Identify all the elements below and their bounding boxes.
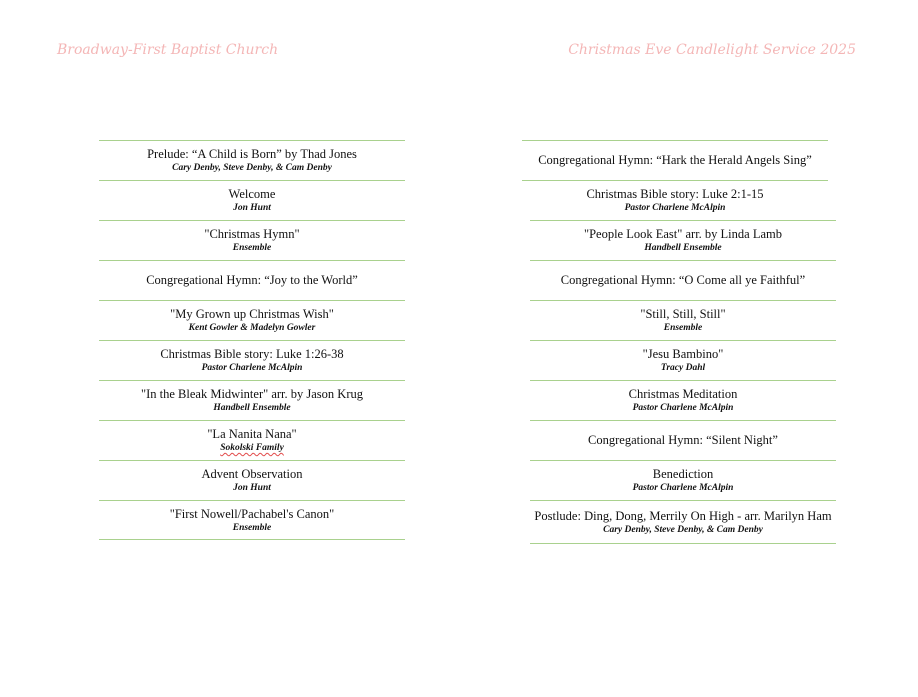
item-title: Congregational Hymn: “Hark the Herald Angels Sing” [538, 153, 812, 167]
program-item [99, 180, 405, 220]
item-title: Congregational Hymn: “Joy to the World” [146, 273, 358, 287]
program-item [99, 380, 405, 420]
program-item [530, 220, 836, 260]
item-title: "Jesu Bambino" [642, 347, 724, 361]
program-item [522, 180, 828, 220]
program-item [530, 420, 836, 460]
item-title: Congregational Hymn: “Silent Night” [588, 433, 778, 447]
item-title: Advent Observation [201, 467, 303, 481]
item-title: "First Nowell/Pachabel's Canon" [169, 506, 335, 521]
program-item [99, 500, 405, 540]
item-performer: Ensemble [663, 323, 703, 333]
program-item [530, 500, 836, 544]
program-item [530, 340, 836, 380]
item-title: "My Grown up Christmas Wish" [170, 307, 334, 321]
program-item [99, 460, 405, 500]
item-performer: Ensemble [232, 522, 272, 533]
item-performer: Handbell Ensemble [213, 403, 291, 413]
item-title: "La Nanita Nana" [207, 427, 297, 441]
program-item [522, 140, 828, 180]
program-item [530, 300, 836, 340]
program-item [99, 220, 405, 260]
item-performer: Cary Denby, Steve Denby, & Cam Denby [172, 163, 332, 173]
program-column-left [99, 140, 405, 540]
header-service-title: Christmas Eve Candlelight Service 2025 [568, 42, 856, 58]
item-title: "People Look East" arr. by Linda Lamb [583, 227, 782, 241]
program-item [99, 340, 405, 380]
item-performer: Cary Denby, Steve Denby, & Cam Denby [603, 524, 763, 535]
item-performer: Pastor Charlene McAlpin [624, 203, 726, 213]
item-performer: Handbell Ensemble [644, 243, 722, 253]
program-column-right [522, 140, 836, 544]
program-item [99, 420, 405, 460]
item-title: "Christmas Hymn" [204, 227, 300, 241]
program-item [530, 380, 836, 420]
program-item [530, 260, 836, 300]
item-performer: Jon Hunt [233, 203, 271, 213]
item-title: Christmas Meditation [628, 387, 738, 401]
item-title: Welcome [228, 187, 276, 201]
item-title: "In the Bleak Midwinter" arr. by Jason Krug [141, 387, 363, 401]
item-performer: Pastor Charlene McAlpin [632, 403, 734, 413]
item-performer: Pastor Charlene McAlpin [632, 483, 734, 493]
program-item [99, 260, 405, 300]
item-title: Christmas Bible story: Luke 2:1-15 [586, 187, 764, 201]
program-item [99, 140, 405, 180]
item-performer: Jon Hunt [233, 483, 271, 493]
item-performer: Ensemble [232, 243, 272, 253]
item-title: Benediction [652, 467, 714, 481]
item-performer: Tracy Dahl [660, 363, 706, 373]
header-church-name: Broadway-First Baptist Church [57, 42, 279, 58]
item-performer: Pastor Charlene McAlpin [201, 363, 303, 373]
item-title: "Still, Still, Still" [640, 307, 726, 321]
item-title: Christmas Bible story: Luke 1:26-38 [160, 347, 344, 361]
program-item [530, 460, 836, 500]
item-title: Postlude: Ding, Dong, Merrily On High - arr. Marilyn Ham [534, 508, 832, 523]
item-title: Prelude: “A Child is Born” by Thad Jones [147, 147, 357, 161]
program-item [99, 300, 405, 340]
item-performer: Kent Gowler & Madelyn Gowler [188, 323, 316, 333]
item-title: Congregational Hymn: “O Come all ye Faithful” [560, 273, 806, 287]
item-performer: Sokolski Family [220, 443, 284, 453]
